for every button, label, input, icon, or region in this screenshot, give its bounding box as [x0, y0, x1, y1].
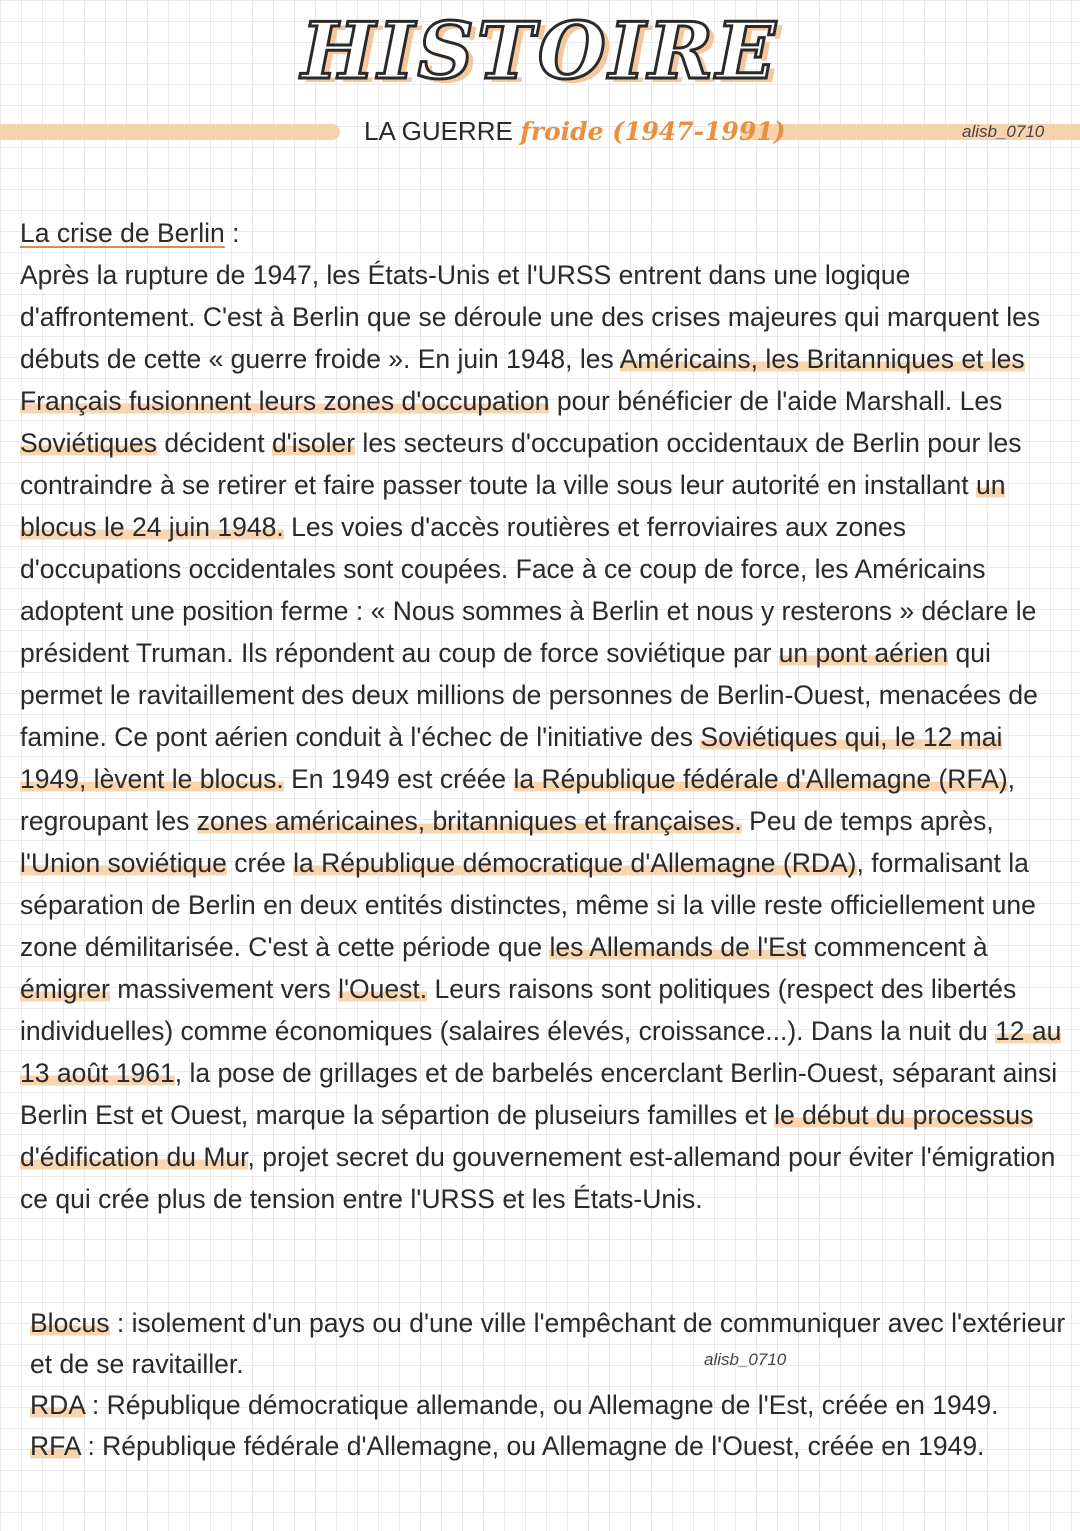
- glossary-term: Blocus: [30, 1308, 110, 1338]
- body-text-run: massivement vers: [109, 974, 339, 1004]
- body-text-run: Les voies d'accès routières et ferroviaires aux zones d'occupations occidentales sont coupées. Face à ce coup de force, les Américains adoptent une position ferme : « Nous sommes à Berlin et nous y resterons » déclare le président Truman. Ils répondent au coup de force soviétique par: [20, 512, 1037, 668]
- glossary-definition: : isolement d'un pays ou d'une ville l'empêchant de communiquer avec l'extérieur et de se ravitailler.: [30, 1308, 1066, 1379]
- body-text-run: En 1949 est créée: [283, 764, 514, 794]
- body-text-run: décident: [157, 428, 272, 458]
- main-paragraph: [20, 212, 1068, 1220]
- body-text-run: , regroupant les: [20, 764, 1016, 836]
- body-text-run: pour bénéficier de l'aide Marshall. Les: [549, 386, 1003, 416]
- watermark-top: alisb_0710: [962, 122, 1045, 141]
- watermark-middle: alisb_0710: [704, 1350, 787, 1369]
- body-text-run: , la pose de grillages et de barbelés encerclant Berlin-Ouest, séparant ainsi Berlin Est et Ouest, marque la sépartion de pluseiurs familles et: [20, 1058, 1058, 1130]
- highlighted-text: zones américaines, britanniques et françaises.: [196, 806, 742, 836]
- highlighted-text: la République fédérale d'Allemagne (RFA): [513, 764, 1008, 794]
- highlighted-text: émigrer: [20, 974, 110, 1004]
- body-text-run: Leurs raisons sont politiques (respect des libertés individuelles) comme économiques (salaires élevés, croissance...). Dans la nuit du: [20, 974, 1017, 1046]
- glossary-item: [30, 1385, 1070, 1426]
- body-text-run: crée: [226, 848, 294, 878]
- highlighted-text: un blocus le 24 juin 1948.: [20, 470, 1006, 542]
- glossary: [30, 1303, 1070, 1467]
- glossary-item: [30, 1426, 1070, 1467]
- highlighted-text: l'Ouest.: [338, 974, 428, 1004]
- highlighted-text: la République démocratique d'Allemagne (RDA): [293, 848, 857, 878]
- subtitle-accent: froide (1947-1991): [520, 117, 786, 146]
- body-text-run: Après la rupture de 1947, les États-Unis et l'URSS entrent dans une logique d'affrontement. C'est à Berlin que se déroule une des crises majeures qui marquent les débuts de cette « guerre froide ». En juin 1948, les: [20, 260, 1041, 374]
- body-text-run: , projet secret du gouvernement est-allemand pour éviter l'émigration ce qui crée plus de tension entre l'URSS et les États-Unis.: [20, 1142, 1056, 1214]
- body-text-run: les secteurs d'occupation occidentaux de Berlin pour les contraindre à se retirer et faire passer toute la ville sous leur autorité en installant: [20, 428, 1022, 500]
- highlighted-text: d'isoler: [271, 428, 356, 458]
- highlighted-text: Américains, les Britanniques et les Français fusionnent leurs zones d'occupation: [20, 344, 1025, 416]
- highlighted-text: 12 au 13 août 1961: [20, 1016, 1062, 1088]
- body-text-run: , formalisant la séparation de Berlin en deux entités distinctes, même si la ville reste officiellement une zone démilitarisée. C'est à cette période que: [20, 848, 1036, 962]
- page-title: HISTOIRE: [301, 6, 779, 97]
- highlighted-text: Soviétiques: [20, 428, 158, 458]
- body-text-run: commencent à: [806, 932, 988, 962]
- highlighted-text: les Allemands de l'Est: [549, 932, 807, 962]
- glossary-definition: : République fédérale d'Allemagne, ou Allemagne de l'Ouest, créée en 1949.: [80, 1431, 985, 1461]
- glossary-term: RFA: [30, 1431, 81, 1461]
- body-text-run: Peu de temps après,: [741, 806, 994, 836]
- header-decor-bar-left: [0, 124, 340, 140]
- highlighted-text: l'Union soviétique: [20, 848, 227, 878]
- highlighted-text: le début du processus d'édification du Mur: [20, 1100, 1034, 1172]
- highlighted-text: un pont aérien: [778, 638, 949, 668]
- glossary-item: [30, 1303, 1070, 1385]
- subtitle: [364, 116, 786, 147]
- body-text: [20, 260, 1061, 1214]
- highlighted-text: Soviétiques qui, le 12 mai 1949, lèvent le blocus.: [20, 722, 1003, 794]
- subtitle-main: LA GUERRE: [364, 116, 521, 146]
- section-heading: La crise de Berlin: [20, 218, 225, 248]
- body-text-run: qui permet le ravitaillement des deux millions de personnes de Berlin-Ouest, menacées de famine. Ce pont aérien conduit à l'échec de l'initiative des: [20, 638, 1038, 752]
- glossary-term: RDA: [30, 1390, 85, 1420]
- glossary-definition: : République démocratique allemande, ou Allemagne de l'Est, créée en 1949.: [84, 1390, 999, 1420]
- section-heading-colon: :: [224, 218, 240, 248]
